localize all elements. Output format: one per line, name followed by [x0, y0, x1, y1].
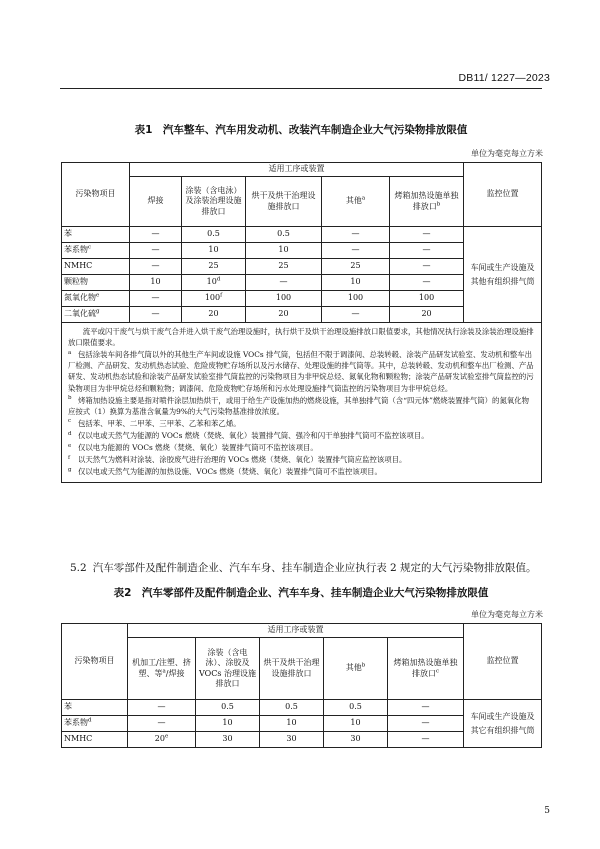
t2-header-oven-sup: c: [435, 667, 440, 674]
t2-cell: [128, 716, 196, 732]
t1-footnote-d: $^d$ 仅以电或天然气为能源的 VOCs 燃烧（焚烧、氧化）装置排气筒、强冷和闪干单独排气筒可不监控该项目。: [68, 430, 429, 440]
t1-cell: 100: [322, 291, 390, 307]
t1-header-welding: 焊接: [130, 177, 182, 227]
t1-cell: 25: [246, 259, 322, 275]
t2-header-oven-text: 烤箱加热设施单独排放口: [393, 658, 458, 678]
t1-footnote-text: 烤箱加热设施主要是指对喷件涂层加热烘干，或用于给生产设施加热的燃烧设施，其单独排气筒（含“四元体”燃烧装置排气筒）的氮氧化物应按式（1）换算为基准含氧量为9%的大气污染物基准排放浓度。: [68, 395, 530, 416]
t1-pollutant: [62, 227, 130, 243]
t2-cell: 30: [196, 732, 260, 748]
t1-cell: —: [390, 275, 464, 291]
t1-header-monitor: 监控位置: [464, 163, 542, 227]
t2-header-machining-tail: /焊接: [165, 668, 185, 678]
t1-header-coating: 涂装（含电泳）及涂装治理设施排放口: [182, 177, 246, 227]
t2-cell-value: 20: [154, 734, 165, 744]
t1-header-other-text: 其他: [345, 196, 362, 206]
page-number: 5: [544, 806, 550, 816]
t2-cell-value: —: [157, 718, 166, 728]
t2-pollutant-name: 苯系物: [64, 718, 88, 728]
t1-cell: 25: [322, 259, 390, 275]
t2-pollutant: [62, 716, 128, 732]
t1-footnote-text: 包括苯、甲苯、二甲苯、三甲苯、乙苯和苯乙烯。: [78, 418, 241, 428]
t1-pollutant-name: 苯: [64, 229, 72, 239]
t1-footnote-text: 仅以电或天然气为能源的 VOCs 燃烧（焚烧、氧化）装置排气筒、强冷和闪干单独排气筒可不监控该项目。: [78, 430, 429, 440]
t1-cell: —: [390, 227, 464, 243]
t1-cell-value: 20: [208, 309, 219, 319]
t2-pollutant-name: NMHC: [64, 734, 93, 744]
t1-cell-sup: d: [216, 276, 221, 283]
t2-cell: 10: [324, 716, 388, 732]
t1-header-pollutant: 污染物项目: [62, 163, 130, 227]
table1-caption: 表1 汽车整车、汽车用发动机、改装汽车制造企业大气污染物排放限值: [134, 124, 468, 136]
t1-pollutant-sup: e: [96, 292, 100, 299]
t1-note-main: 流平或闪干废气与烘干废气合并进入烘干废气治理设施时，执行烘干及烘干治理设施排放口限值要求，其他情况执行涂装及涂装治理设施排放口限值要求。: [68, 327, 534, 348]
t2-cell: 0.5: [324, 700, 388, 716]
t1-cell: [182, 227, 246, 243]
t2-cell: [128, 700, 196, 716]
t2-header-pollutant: 污染物项目: [62, 624, 128, 700]
t2-cell: 30: [324, 732, 388, 748]
t2-header-monitor: 监控位置: [464, 624, 542, 700]
t2-header-machining-sup: a: [162, 667, 166, 674]
t2-cell: 10: [196, 716, 260, 732]
table2-caption: 表2 汽车零部件及配件制造企业、汽车车身、挂车制造企业大气污染物排放限值: [113, 587, 489, 599]
table1: [61, 162, 542, 483]
t2-cell: 0.5: [260, 700, 324, 716]
t2-header-coating: 涂装（含电泳）、涂胶及 VOCs 治理设施排放口: [196, 638, 260, 700]
table2-unit: 单位为毫克每立方米: [471, 610, 543, 619]
t1-footnote-f: $^f$ 以天然气为燃料对涂装、涂胶废气进行治理的 VOCs 燃烧（焚烧、氧化）装置排气筒应监控该项目。: [68, 454, 407, 465]
table1-unit: 单位为毫克每立方米: [471, 149, 543, 158]
t2-header-drying: 烘干及烘干治理设施排放口: [260, 638, 324, 700]
t1-cell: —: [322, 243, 390, 259]
section-5-2: [70, 560, 550, 575]
t1-header-other: [322, 177, 390, 227]
t1-cell: —: [322, 307, 390, 323]
t2-header-other-sup: b: [361, 662, 366, 669]
t2-header-machining-text: 机加工/注塑、挤塑、等: [132, 658, 191, 678]
t2-pollutant: [62, 700, 128, 716]
t1-pollutant: [62, 275, 130, 291]
t2-pollutant-name: 苯: [64, 702, 72, 712]
t1-footnote-text: 以天然气为燃料对涂装、涂胶废气进行治理的 VOCs 燃烧（焚烧、氧化）装置排气筒应监控该项目。: [78, 455, 407, 465]
t2-cell: —: [388, 716, 464, 732]
t1-cell: —: [246, 275, 322, 291]
t2-cell: 0.5: [196, 700, 260, 716]
t1-cell: —: [390, 259, 464, 275]
t1-footnote-a: $^a$ 包括涂装车间各排气筒以外的其他生产车间或设施 VOCs 排气筒，包括但不限于调漆间、总装转毂、涂装产品研发试验室、发动机和整车出厂检测、产品研发、发动机热态试验、危险废物贮存场所以及污水储存、处理设施的排气筒等。其中，总装转毂、发动机和整车出厂检测、产品研发、发动机热态试验和涂装产品研发试验室排气筒监控的污染物项目为非甲烷总烃、氮氧化物和颗粒物；涂装产品研发试验室排气筒监控的污染物项目为非甲烷总烃和颗粒物；调漆间、危险废物贮存场所和污水处理设施排气筒监控的污染物项目为非甲烷总烃。: [68, 349, 534, 393]
standard-number: DB11/ 1227—2023: [458, 72, 550, 84]
t1-pollutant: [62, 259, 130, 275]
t2-cell: [128, 732, 196, 748]
t1-cell: —: [130, 243, 182, 259]
t1-footnote-text: 仅以电为能源的 VOCs 燃烧（焚烧、氧化）装置排气筒可不监控该项目。: [78, 443, 318, 453]
t1-pollutant-sup: g: [96, 308, 100, 315]
t1-cell: [182, 259, 246, 275]
t1-cell: 20: [246, 307, 322, 323]
t1-header-oven-sup: b: [436, 200, 441, 207]
section-text: 汽车零部件及配件制造企业、汽车车身、挂车制造企业应执行表 2 规定的大气污染物排放限值。: [92, 562, 537, 574]
t1-cell-value: 100: [204, 293, 221, 303]
t2-monitor-location: 车间或生产设施及其它有组织排气筒: [464, 700, 542, 748]
t2-header-process-group: 适用工序或装置: [128, 624, 464, 638]
t1-header-process-group: 适用工序或装置: [130, 163, 464, 177]
t1-pollutant: [62, 243, 130, 259]
t1-header-drying: 烘干及烘干治理设施排放口: [246, 177, 322, 227]
t1-footnote-text: 包括涂装车间各排气筒以外的其他生产车间或设施 VOCs 排气筒，包括但不限于调漆间、总装转毂、涂装产品研发试验室、发动机和整车出厂检测、产品研发、发动机热态试验、危险废物贮存场所以及污水储存、处理设施的排气筒等。其中，总装转毂、发动机和整车出厂检测、产品研发、发动机热态试验和涂装产品研发试验室排气筒监控的污染物项目为非甲烷总烃、氮氧化物和颗粒物；涂装产品研发试验室排气筒监控的污染物项目为非甲烷总烃和颗粒物；调漆间、危险废物贮存场所和污水处理设施排气筒监控的污染物项目为非甲烷总烃。: [68, 350, 534, 393]
t2-cell: 10: [260, 716, 324, 732]
t1-footnote-c: $^c$ 包括苯、甲苯、二甲苯、三甲苯、乙苯和苯乙烯。: [68, 418, 241, 428]
t1-pollutant-name: 颗粒物: [64, 277, 88, 287]
t1-cell: 100: [246, 291, 322, 307]
t1-pollutant: [62, 307, 130, 323]
t1-header-oven: [390, 177, 464, 227]
t1-cell-value: 10: [208, 245, 219, 255]
t1-cell: —: [130, 291, 182, 307]
t1-header-other-sup: a: [361, 195, 366, 202]
t1-footnote-text: 仅以电或天然气为能源的加热设施、VOCs 燃烧（焚烧、氧化）装置排气筒可不监控该项目。: [78, 467, 382, 477]
t1-pollutant-name: 氮氧化物: [64, 293, 96, 303]
header-rule: [60, 88, 542, 89]
t1-cell: 10: [130, 275, 182, 291]
t2-pollutant: [62, 732, 128, 748]
t1-row: [62, 227, 542, 243]
t1-cell: —: [130, 227, 182, 243]
t1-cell: 10: [246, 243, 322, 259]
t1-pollutant-sup: c: [88, 244, 92, 251]
t1-cell: 10: [322, 275, 390, 291]
t1-cell: 100: [390, 291, 464, 307]
t1-cell: 0.5: [246, 227, 322, 243]
t1-footnote-g: $^g$ 仅以电或天然气为能源的加热设施、VOCs 燃烧（焚烧、氧化）装置排气筒可不监控该项目。: [68, 466, 382, 477]
t1-cell-value: 10: [206, 277, 217, 287]
t2-cell-value: —: [157, 702, 166, 712]
t1-cell: —: [322, 227, 390, 243]
t1-footnote-b: $^b$ 烤箱加热设施主要是指对喷件涂层加热烘干，或用于给生产设施加热的燃烧设施，其单独排气筒（含“四元体”燃烧装置排气筒）的氮氧化物应按式（1）换算为基准含氧量为9%的大气污染物基准排放浓度。: [68, 395, 530, 416]
t1-pollutant-name: NMHC: [64, 261, 93, 271]
t2-row: [62, 700, 542, 716]
t1-cell: 20: [390, 307, 464, 323]
t1-cell: [182, 291, 246, 307]
t2-cell: 30: [260, 732, 324, 748]
t2-header-oven: [388, 638, 464, 700]
t1-pollutant: [62, 291, 130, 307]
t1-footnote-e: $^e$ 仅以电为能源的 VOCs 燃烧（焚烧、氧化）装置排气筒可不监控该项目。: [68, 442, 318, 453]
t1-cell: —: [390, 243, 464, 259]
t1-header-oven-text: 烤箱加热设施单独排放口: [394, 191, 459, 211]
t2-cell-sup: e: [164, 733, 169, 740]
table2: [61, 623, 542, 748]
t1-cell-value: 25: [208, 261, 219, 271]
t1-cell: [182, 307, 246, 323]
t1-cell-sup: f: [220, 292, 223, 299]
t2-cell: —: [388, 732, 464, 748]
t1-pollutant-name: 苯系物: [64, 245, 88, 255]
t2-pollutant-sup: d: [88, 717, 92, 724]
t1-cell-value: 0.5: [207, 229, 220, 239]
section-number: 5.2: [70, 562, 87, 574]
t1-pollutant-name: 二氧化硫: [64, 309, 96, 319]
t1-cell: —: [130, 307, 182, 323]
t1-cell: [182, 243, 246, 259]
t1-monitor-location: 车间或生产设施及其他有组织排气筒: [464, 227, 542, 323]
t2-cell: —: [388, 700, 464, 716]
t1-notes: [62, 323, 542, 483]
t1-cell: [182, 275, 246, 291]
t2-header-other: [324, 638, 388, 700]
t2-header-other-text: 其他: [345, 663, 362, 673]
t2-header-machining: [128, 638, 196, 700]
t1-cell: —: [130, 259, 182, 275]
